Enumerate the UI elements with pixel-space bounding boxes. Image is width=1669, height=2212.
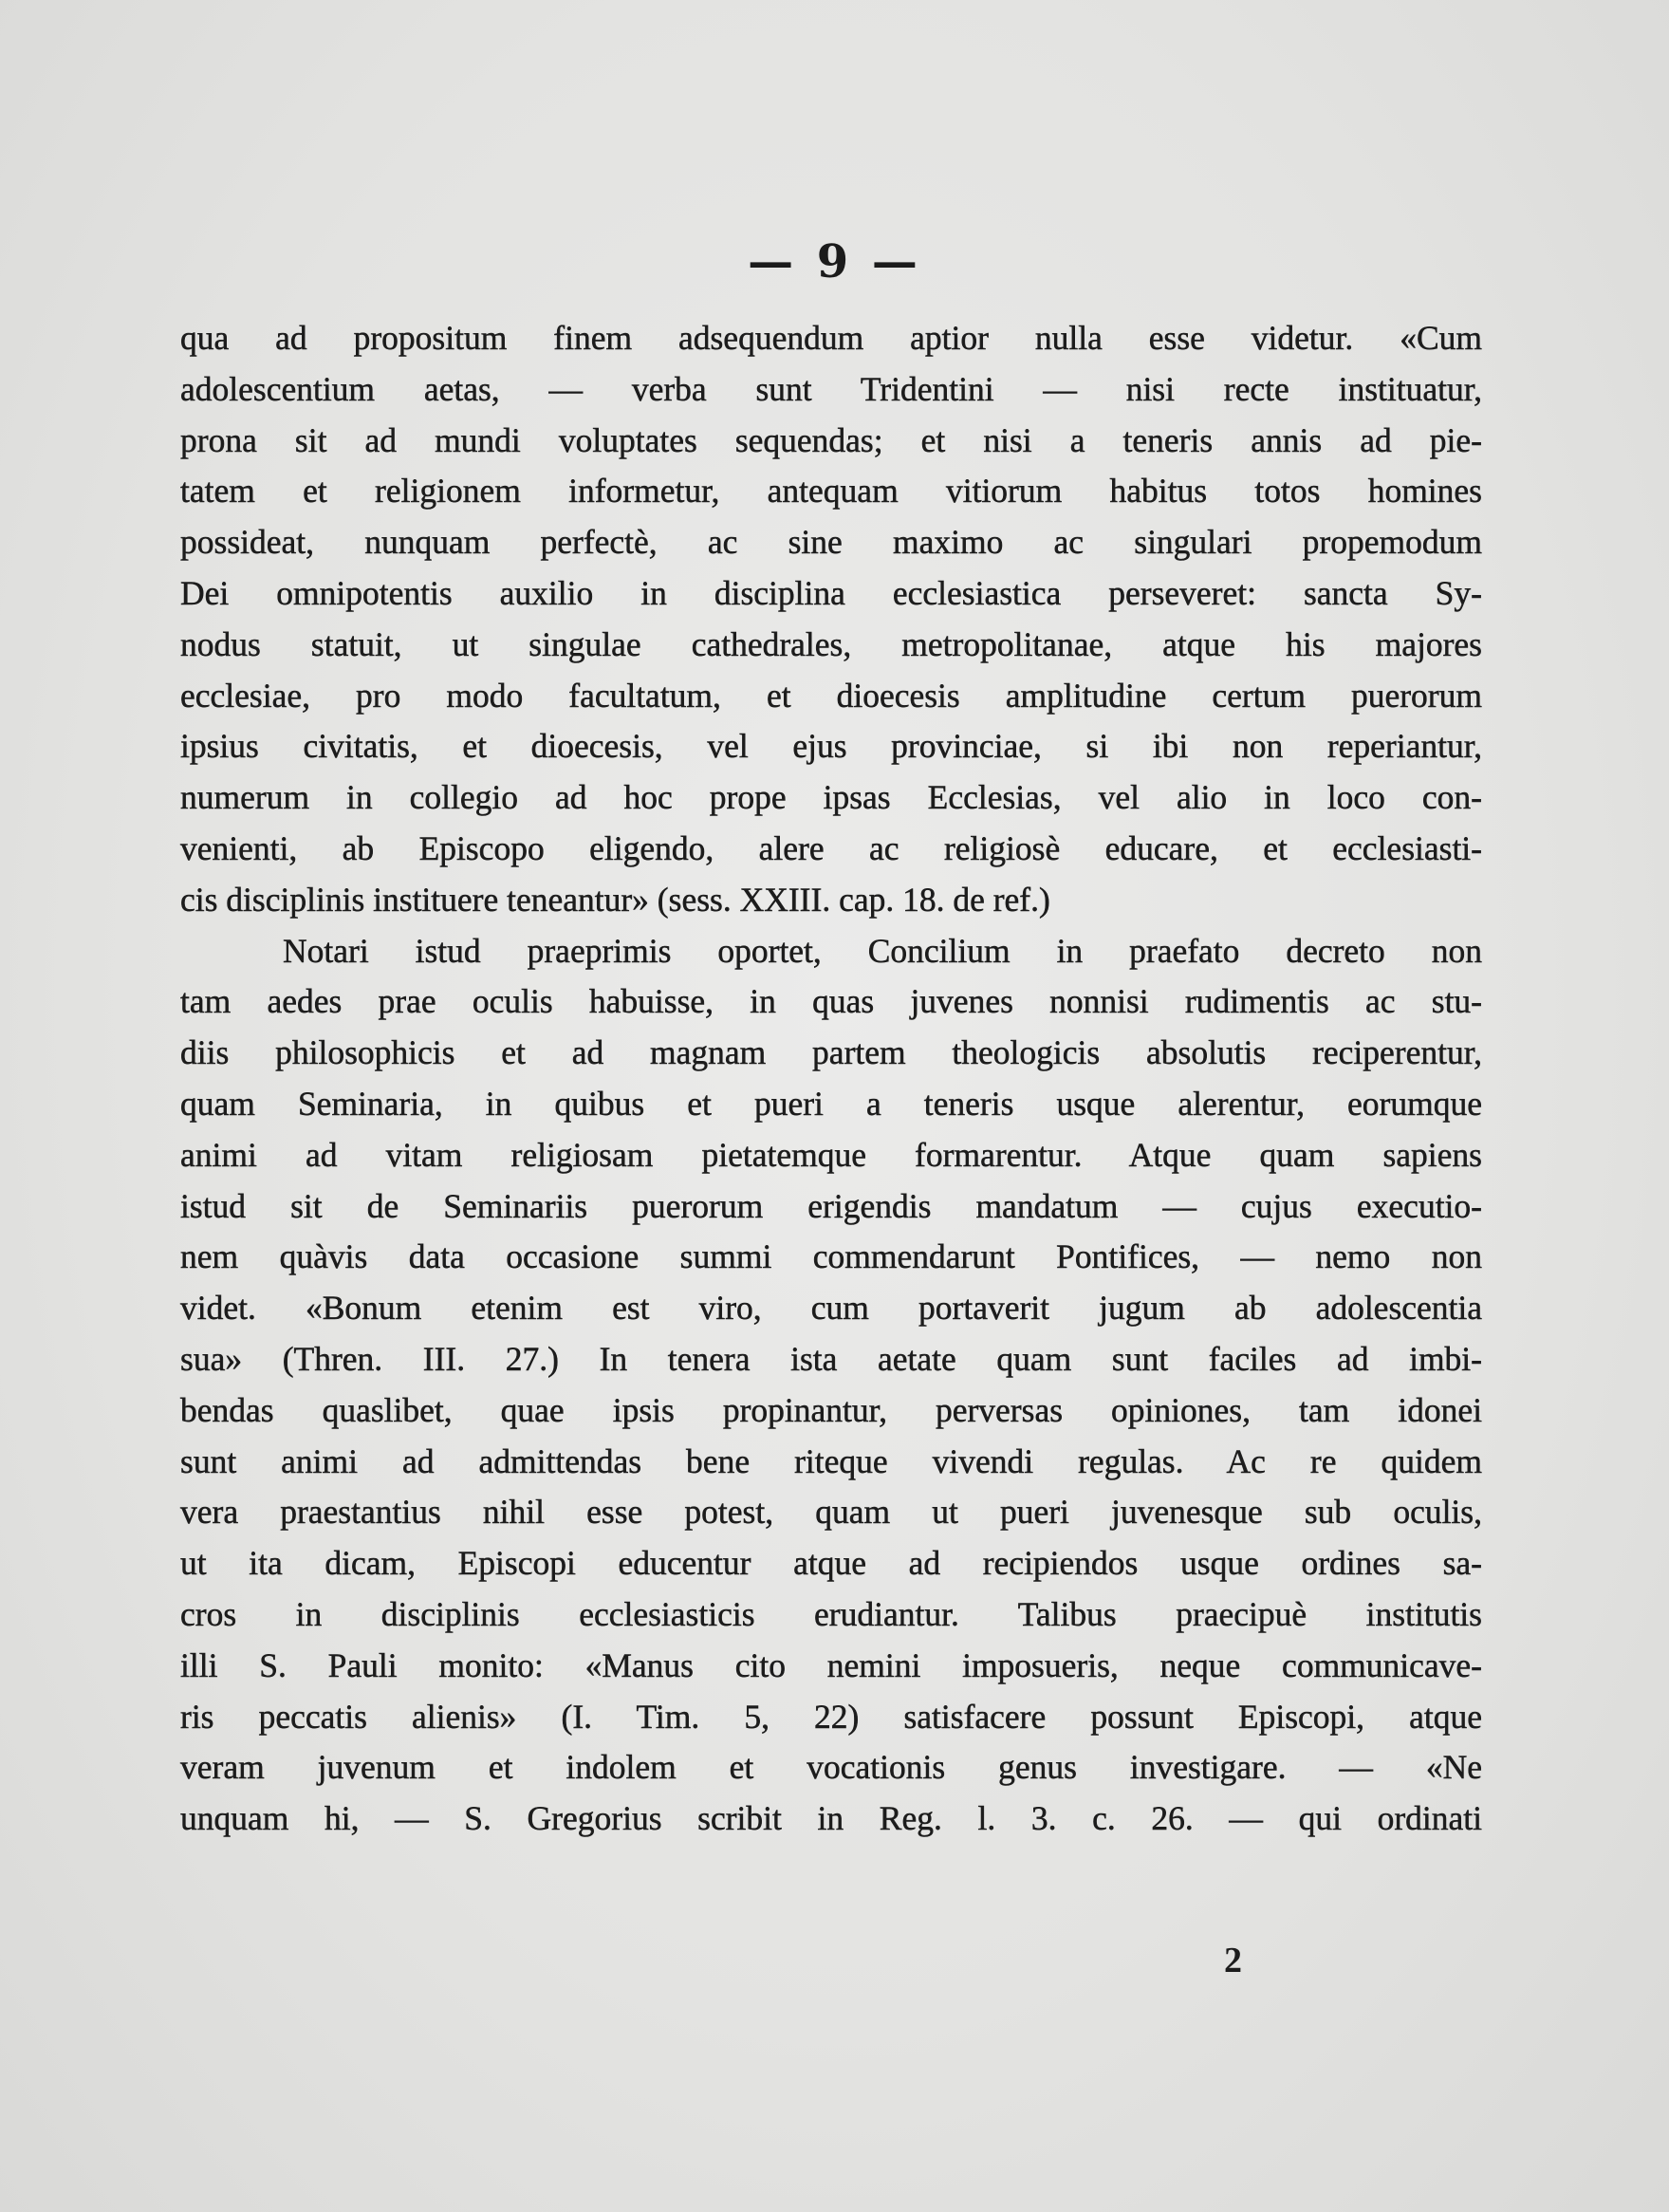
text-line: cros in disciplinis ecclesiasticis erudiantur. Talibus praecipuè institutis (180, 1594, 1482, 1633)
text-line: venienti, ab Episcopo eligendo, alere ac religiosè educare, et ecclesiasti- (180, 828, 1482, 867)
text-line: ris peccatis alienis» (I. Tim. 5, 22) satisfacere possunt Episcopi, atque (180, 1697, 1482, 1736)
page-number: — 9 — (748, 235, 921, 288)
text-line: nodus statuit, ut singulae cathedrales, metropolitanae, atque his majores (180, 624, 1482, 663)
text-line: nem quàvis data occasione summi commendarunt Pontifices, — nemo non (180, 1237, 1482, 1276)
text-line: vera praestantius nihil esse potest, quam ut pueri juvenesque sub oculis, (180, 1493, 1482, 1532)
text-line: ut ita dicam, Episcopi educentur atque ad recipiendos usque ordines sa- (180, 1544, 1482, 1583)
text-line: qua ad propositum finem adsequendum aptior nulla esse videtur. «Cum (180, 319, 1482, 357)
text-line: possideat, nunquam perfectè, ac sine maximo ac singulari propemodum (180, 523, 1482, 562)
text-line: cis disciplinis instituere teneantur» (sess. XXIII. cap. 18. de ref.) (180, 880, 1050, 919)
text-line: tatem et religionem informetur, antequam vitiorum habitus totos homines (180, 472, 1482, 511)
text-line: sua» (Thren. III. 27.) In tenera ista aetate quam sunt faciles ad imbi- (180, 1339, 1482, 1378)
text-line: tam aedes prae oculis habuisse, in quas juvenes nonnisi rudimentis ac stu- (180, 982, 1482, 1021)
text-line: veram juvenum et indolem et vocationis genus investigare. — «Ne (180, 1748, 1482, 1787)
text-line: ipsius civitatis, et dioecesis, vel ejus provinciae, si ibi non reperiantur, (180, 727, 1482, 766)
text-line: videt. «Bonum etenim est viro, cum portaverit jugum ab adolescentia (180, 1289, 1482, 1328)
text-line: adolescentium aetas, — verba sunt Tridentini — nisi recte instituatur, (180, 369, 1482, 408)
paragraph-start-line: Notari istud praeprimis oportet, Concilium in praefato decreto non (283, 931, 1482, 970)
text-line: unquam hi, — S. Gregorius scribit in Reg. l. 3. c. 26. — qui ordinati (180, 1799, 1482, 1838)
text-line: animi ad vitam religiosam pietatemque formarentur. Atque quam sapiens (180, 1135, 1482, 1174)
text-line: quam Seminaria, in quibus et pueri a teneris usque alerentur, eorumque (180, 1084, 1482, 1123)
text-line: sunt animi ad admittendas bene riteque vivendi regulas. Ac re quidem (180, 1441, 1482, 1480)
text-line: istud sit de Seminariis puerorum erigendis mandatum — cujus executio- (180, 1186, 1482, 1225)
text-line: diis philosophicis et ad magnam partem theologicis absolutis reciperentur, (180, 1033, 1482, 1072)
text-line: numerum in collegio ad hoc prope ipsas Ecclesias, vel alio in loco con- (180, 778, 1482, 817)
signature-mark: 2 (1224, 1941, 1242, 1980)
text-line: illi S. Pauli monito: «Manus cito nemini imposueris, neque communicave- (180, 1645, 1482, 1684)
text-line: bendas quaslibet, quae ipsis propinantur, perversas opiniones, tam idonei (180, 1390, 1482, 1429)
text-line: Dei omnipotentis auxilio in disciplina ecclesiastica perseveret: sancta Sy- (180, 573, 1482, 612)
body-text (180, 313, 1482, 1845)
text-line: prona sit ad mundi voluptates sequendas; et nisi a teneris annis ad pie- (180, 420, 1482, 459)
text-line: ecclesiae, pro modo facultatum, et dioecesis amplitudine certum puerorum (180, 676, 1482, 715)
